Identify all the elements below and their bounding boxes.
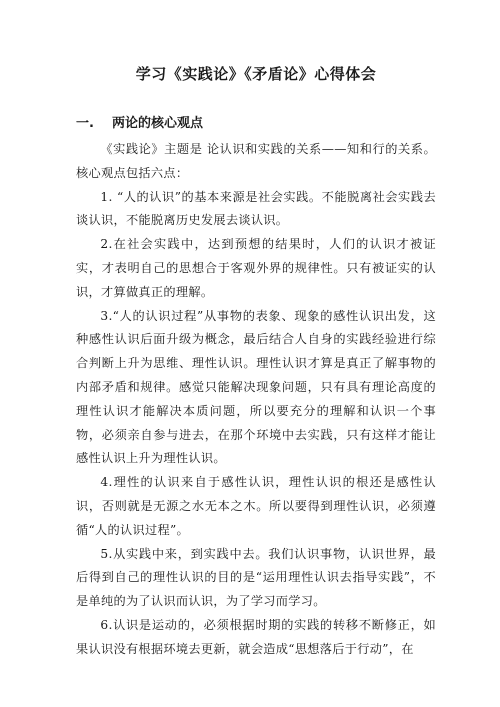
section-number: 一. [76, 116, 94, 131]
paragraph-point-3: 3.“人的认识过程”从事物的表象、现象的感性认识出发，这种感性认识后面升级为概念，最后结合人自身的实践经验进行综合判断上升为思维、理性认识。理性认识才算是真正了解事物的内部矛盾和规律。感觉只能解决现象问题，只有具有理论高度的理性认识才能解决本质问题，所以要充分的理解和认识一个事物，必须亲自参与进去，在那个环境中去实践，只有这样才能让感性认识上升为理性认识。 [76, 308, 436, 466]
document-title: 学习《实践论》《矛盾论》心得体会 [135, 65, 377, 83]
paragraph-point-6: 6.认识是运动的，必须根据时期的实践的转移不断修正，如果认识没有根据环境去更新，就会造成“思想落后于行动”，在 [76, 617, 436, 656]
section-heading [76, 114, 436, 134]
paragraph-point-4: 4.理性的认识来自于感性认识，理性认识的根还是感性认识，否则就是无源之水无本之木。所以要得到理性认识，必须遵循“人的认识过程”。 [76, 475, 436, 537]
paragraph-point-2: 2.在社会实践中，达到预想的结果时，人们的认识才被证实，才表明自己的思想合于客观外界的规律性。只有被证实的认识，才算做真正的理解。 [76, 237, 436, 299]
paragraph-intro: 《实践论》主题是 论认识和实践的关系——知和行的关系。核心观点包括六点： [76, 142, 436, 180]
section-heading-text: 两论的核心观点 [112, 116, 204, 131]
paragraph-point-1: 1. “人的认识”的基本来源是社会实践。不能脱离社会实践去谈认识，不能脱离历史发展去谈认识。 [76, 189, 436, 228]
paragraph-point-5: 5.从实践中来，到实践中去。我们认识事物，认识世界，最后得到自己的理性认识的目的是“运用理性认识去指导实践”，不是单纯的为了认识而认识，为了学习而学习。 [76, 546, 436, 609]
